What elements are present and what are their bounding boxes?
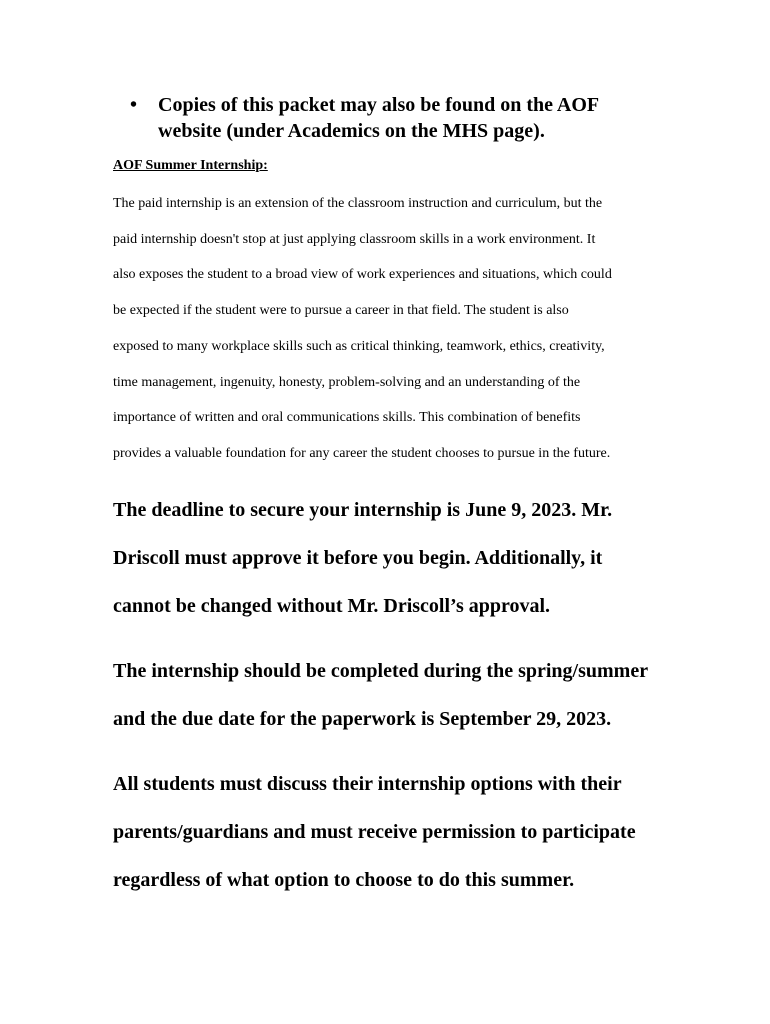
deadline-line: cannot be changed without Mr. Driscoll’s approval. [113,595,551,617]
paragraph-line: be expected if the student were to pursue a career in that field. The student is also [113,303,569,318]
paragraph-line: The paid internship is an extension of the classroom instruction and curriculum, but the [113,196,603,211]
bullet-icon: • [130,94,138,116]
permission-line: All students must discuss their internship options with their [113,773,622,795]
bullet-item [130,92,650,144]
paragraph-line: provides a valuable foundation for any career the student chooses to pursue in the future. [113,446,611,461]
permission-line: regardless of what option to choose to do this summer. [113,869,575,891]
completion-line: The internship should be completed during the spring/summer [113,660,649,682]
paragraph-line: paid internship doesn't stop at just applying classroom skills in a work environment. It [113,232,596,247]
paragraph-line: also exposes the student to a broad view of work experiences and situations, which could [113,267,612,282]
bullet-text: Copies of this packet may also be found on the AOF website (under Academics on the MHS page). [158,94,599,142]
deadline-line: Driscoll must approve it before you begin. Additionally, it [113,547,603,569]
completion-line: and the due date for the paperwork is September 29, 2023. [113,708,612,730]
paragraph-line: time management, ingenuity, honesty, problem-solving and an understanding of the [113,375,581,390]
deadline-line: The deadline to secure your internship is June 9, 2023. Mr. [113,499,613,521]
permission-line: parents/guardians and must receive permission to participate [113,821,636,843]
section-heading: AOF Summer Internship: [113,158,268,173]
paragraph-line: importance of written and oral communications skills. This combination of benefits [113,410,581,425]
paragraph-line: exposed to many workplace skills such as critical thinking, teamwork, ethics, creativity, [113,339,605,354]
